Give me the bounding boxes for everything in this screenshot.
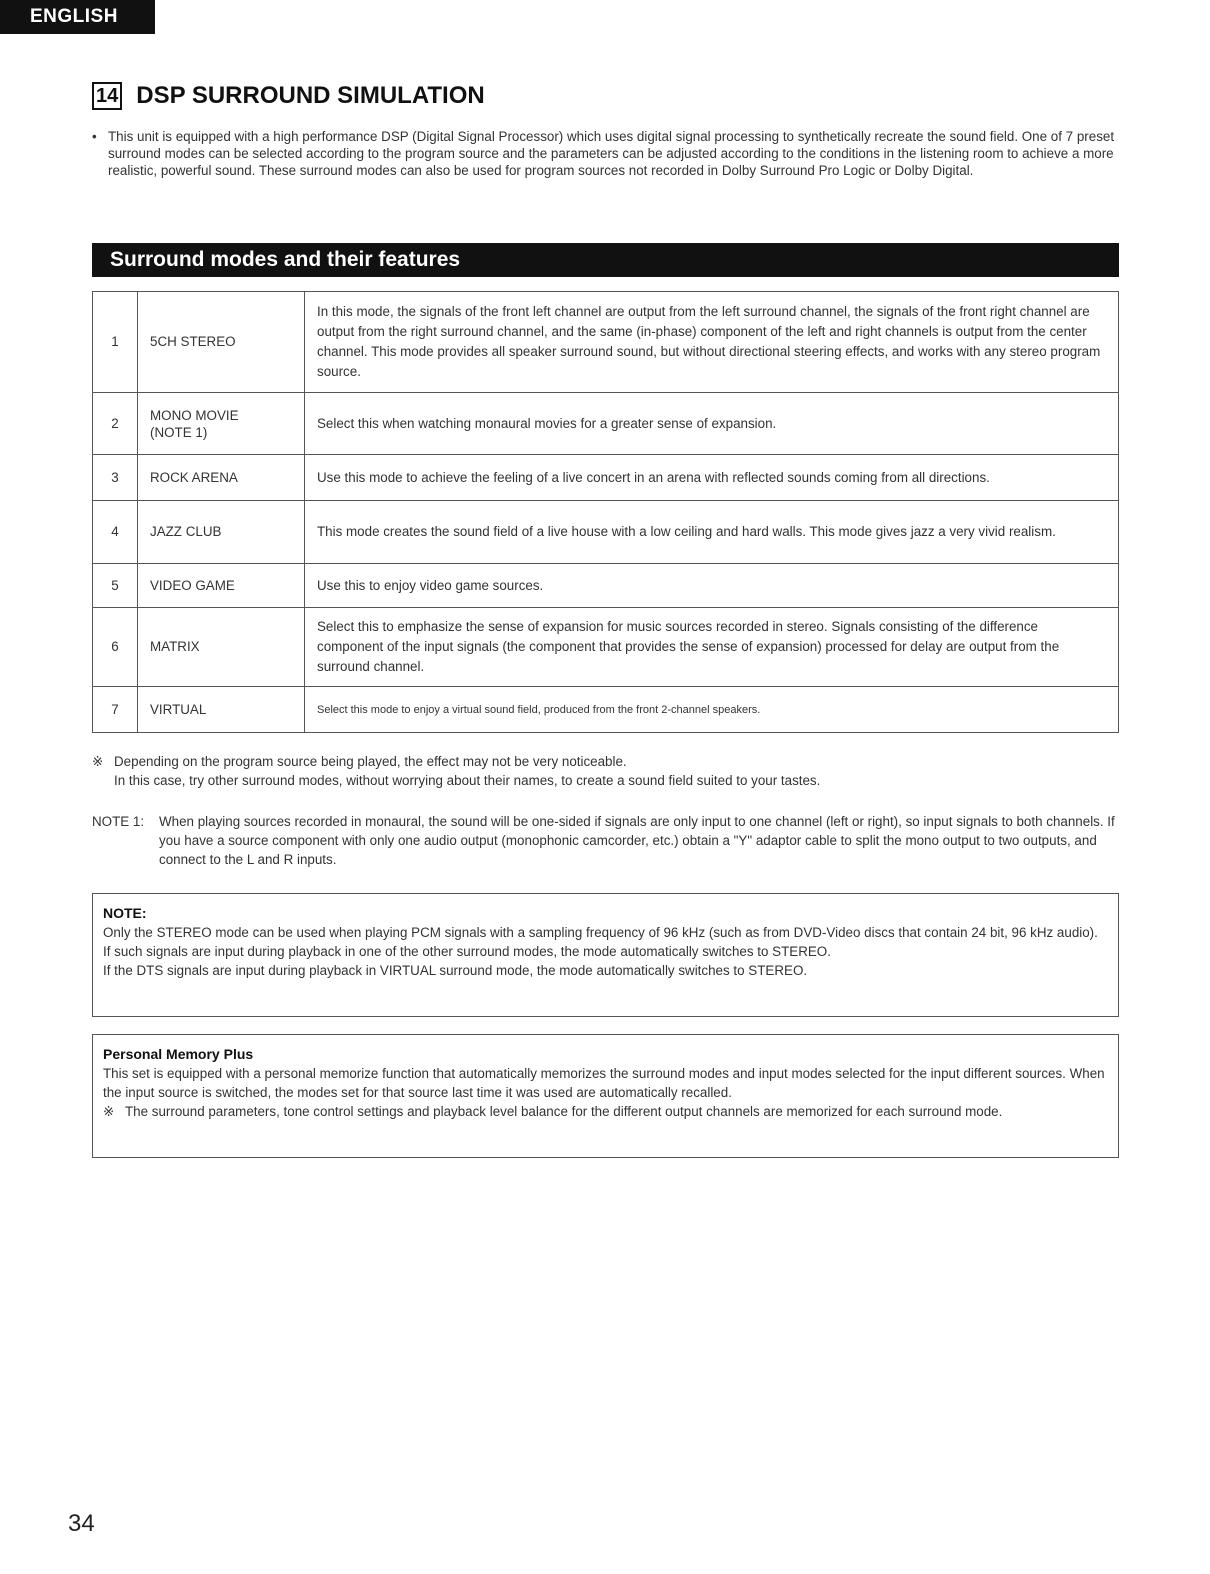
mode-name-note: (NOTE 1) bbox=[150, 424, 208, 440]
section-number: 14 bbox=[92, 82, 122, 110]
mode-description: Select this mode to enjoy a virtual sound field, produced from the front 2-channel speakers. bbox=[305, 687, 1119, 733]
mode-description: Use this to enjoy video game sources. bbox=[305, 564, 1119, 608]
mode-number: 5 bbox=[93, 564, 138, 608]
mode-number: 3 bbox=[93, 455, 138, 501]
section-title: DSP SURROUND SIMULATION bbox=[136, 82, 485, 109]
note-box-title: NOTE: bbox=[103, 905, 147, 921]
mode-description: Use this mode to achieve the feeling of a live concert in an arena with reflected sounds coming from all directions. bbox=[305, 455, 1119, 501]
table-row bbox=[93, 687, 1119, 733]
mode-number: 6 bbox=[93, 608, 138, 687]
table-row bbox=[93, 501, 1119, 564]
reference-mark-icon: ※ bbox=[92, 754, 104, 769]
mode-number: 2 bbox=[93, 393, 138, 455]
page-number: 34 bbox=[68, 1510, 95, 1537]
mode-name: 5CH STEREO bbox=[138, 292, 305, 393]
footnote-line-2: In this case, try other surround modes, without worrying about their names, to create a sound field suited to your tastes. bbox=[114, 773, 821, 788]
note-box-paragraph-2: If the DTS signals are input during playback in VIRTUAL surround mode, the mode automatically switches to STEREO. bbox=[103, 963, 808, 978]
note-1 bbox=[92, 812, 1120, 869]
mode-description: In this mode, the signals of the front left channel are output from the left surround channel, the signals of the front right channel are output from the right surround channel, and the same (in-phase) component of the left and right channels is output from the center channel. This mode provides all speaker surround sound, but without directional steering effects, and works with any stereo program source. bbox=[305, 292, 1119, 393]
personal-memory-paragraph-1: This set is equipped with a personal memorize function that automatically memorizes the surround modes and input modes selected for the input different sources. When the input source is switched, the modes set for that source last time it was used are automatically recalled. bbox=[103, 1066, 1105, 1100]
footnote bbox=[92, 752, 1120, 790]
mode-name-cell bbox=[138, 393, 305, 455]
mode-name: ROCK ARENA bbox=[138, 455, 305, 501]
table-row bbox=[93, 455, 1119, 501]
mode-number: 4 bbox=[93, 501, 138, 564]
bullet-icon: • bbox=[92, 129, 97, 144]
mode-description: Select this to emphasize the sense of expansion for music sources recorded in stereo. Signals consisting of the difference component of the input signals (the component that provides the sense of expansion) processed for delay are output from the surround channel. bbox=[305, 608, 1119, 687]
mode-description: This mode creates the sound field of a live house with a low ceiling and hard walls. This mode gives jazz a very vivid realism. bbox=[305, 501, 1119, 564]
note-box-paragraph-1: Only the STEREO mode can be used when playing PCM signals with a sampling frequency of 96 kHz (such as from DVD-Video discs that contain 24 bit, 96 kHz audio). If such signals are input during playback in one of the other surround modes, the mode automatically switches to STEREO. bbox=[103, 925, 1098, 959]
language-tab: ENGLISH bbox=[0, 0, 155, 34]
note-box bbox=[92, 893, 1119, 1017]
table-row bbox=[93, 564, 1119, 608]
mode-number: 1 bbox=[93, 292, 138, 393]
mode-description: Select this when watching monaural movies for a greater sense of expansion. bbox=[305, 393, 1119, 455]
note-1-text: When playing sources recorded in monaural, the sound will be one-sided if signals are only input to one channel (left or right), so input signals to both channels. If you have a source component with only one audio output (monophonic camcorder, etc.) obtain a "Y" adaptor cable to split the mono output to two outputs, and connect to the L and R inputs. bbox=[159, 814, 1115, 867]
mode-name: MONO MOVIE bbox=[150, 407, 239, 423]
table-row bbox=[93, 608, 1119, 687]
intro-text: This unit is equipped with a high performance DSP (Digital Signal Processor) which uses digital signal processing to synthetically recreate the sound field. One of 7 preset surround modes can be selected according to the program source and the parameters can be adjusted according to the conditions in the listening room to achieve a more realistic, powerful sound. These surround modes can also be used for program sources not recorded in Dolby Surround Pro Logic or Dolby Digital. bbox=[108, 129, 1115, 178]
footnote-line-1: Depending on the program source being played, the effect may not be very noticeable. bbox=[114, 754, 627, 769]
mode-name: JAZZ CLUB bbox=[138, 501, 305, 564]
note-1-label: NOTE 1: bbox=[92, 814, 145, 829]
personal-memory-title: Personal Memory Plus bbox=[103, 1046, 254, 1062]
mode-name: VIRTUAL bbox=[138, 687, 305, 733]
reference-mark-icon: ※ bbox=[103, 1104, 115, 1119]
mode-name: MATRIX bbox=[138, 608, 305, 687]
personal-memory-box bbox=[92, 1034, 1119, 1158]
table-heading-bar: Surround modes and their features bbox=[92, 243, 1119, 277]
mode-name: VIDEO GAME bbox=[138, 564, 305, 608]
table-row bbox=[93, 292, 1119, 393]
personal-memory-paragraph-2: The surround parameters, tone control settings and playback level balance for the different output channels are memorized for each surround mode. bbox=[125, 1104, 1003, 1119]
intro-paragraph bbox=[92, 128, 1120, 179]
section-heading bbox=[92, 82, 485, 110]
surround-modes-table bbox=[92, 291, 1119, 733]
mode-number: 7 bbox=[93, 687, 138, 733]
table-row bbox=[93, 393, 1119, 455]
